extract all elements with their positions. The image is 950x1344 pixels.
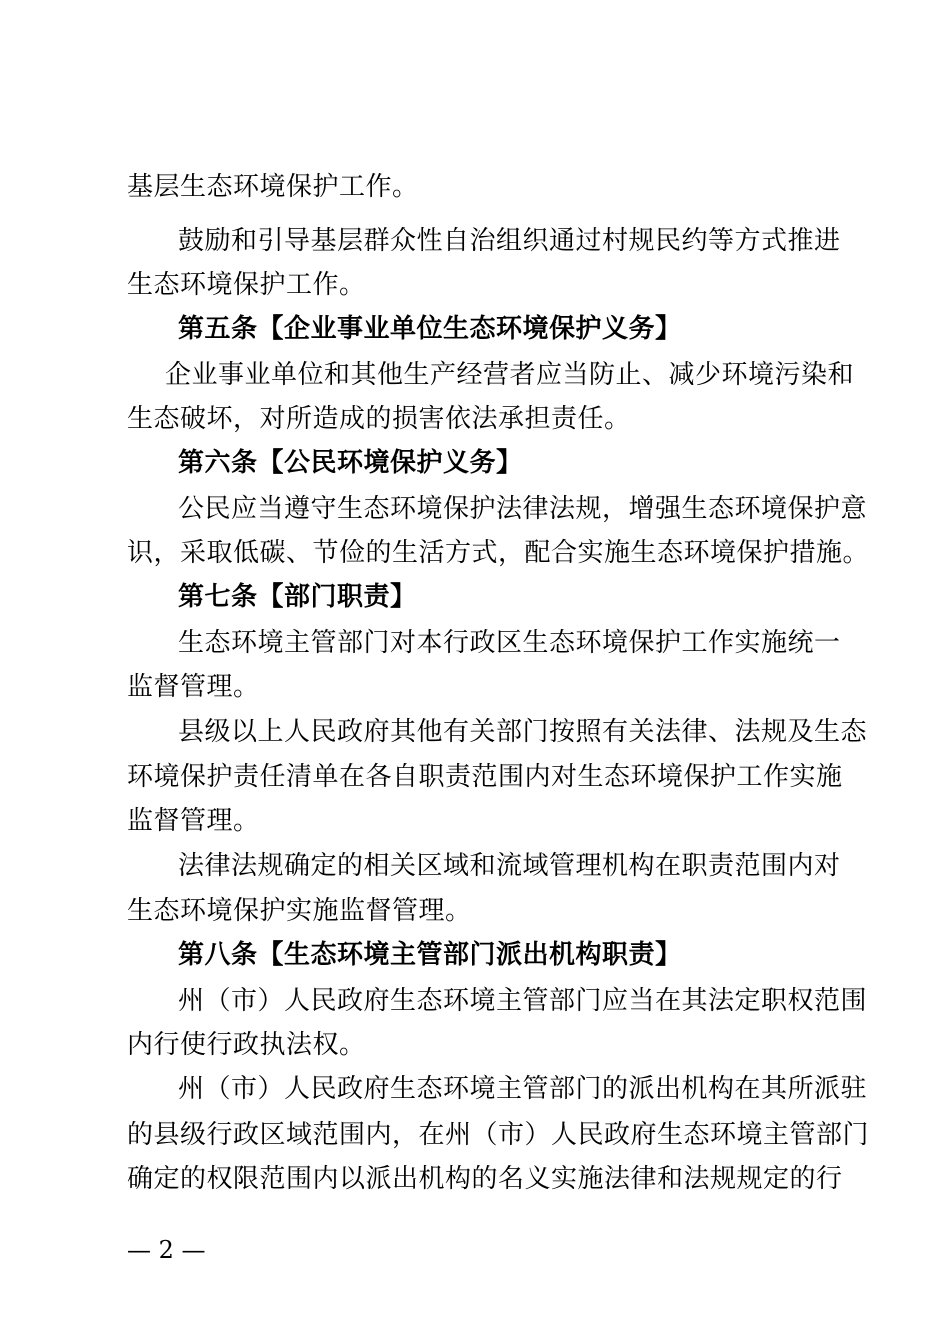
text-line: 的县级行政区域范围内，在州（市）人民政府生态环境主管部门 bbox=[127, 1120, 870, 1150]
text-line: 公民应当遵守生态环境保护法律法规，增强生态环境保护意 bbox=[178, 494, 868, 524]
article-heading: 第八条【生态环境主管部门派出机构职责】 bbox=[178, 940, 682, 970]
text-line: 生态环境保护工作。 bbox=[127, 270, 366, 300]
text-line: 生态环境保护实施监督管理。 bbox=[127, 896, 472, 926]
text-line: 州（市）人民政府生态环境主管部门的派出机构在其所派驻 bbox=[178, 1074, 868, 1104]
article-heading: 第六条【公民环境保护义务】 bbox=[178, 448, 523, 478]
article-heading: 第五条【企业事业单位生态环境保护义务】 bbox=[178, 314, 682, 344]
text-line: 基层生态环境保护工作。 bbox=[127, 172, 419, 202]
text-line: 确定的权限范围内以派出机构的名义实施法律和法规规定的行 bbox=[127, 1164, 843, 1194]
text-line: 法律法规确定的相关区域和流域管理机构在职责范围内对 bbox=[178, 851, 841, 881]
text-line: 鼓励和引导基层群众性自治组织通过村规民约等方式推进 bbox=[178, 226, 841, 256]
text-line: 内行使行政执法权。 bbox=[127, 1030, 366, 1060]
text-line: 监督管理。 bbox=[127, 806, 260, 836]
text-line: 环境保护责任清单在各自职责范围内对生态环境保护工作实施 bbox=[127, 762, 843, 792]
text-line: 识，采取低碳、节俭的生活方式，配合实施生态环境保护措施。 bbox=[127, 538, 870, 568]
text-line: 生态破坏，对所造成的损害依法承担责任。 bbox=[127, 404, 631, 434]
text-line: 监督管理。 bbox=[127, 672, 260, 702]
text-line: 生态环境主管部门对本行政区生态环境保护工作实施统一 bbox=[178, 628, 841, 658]
page-number: — 2 — bbox=[127, 1236, 206, 1264]
article-heading: 第七条【部门职责】 bbox=[178, 582, 417, 612]
text-line: 县级以上人民政府其他有关部门按照有关法律、法规及生态 bbox=[178, 717, 868, 747]
text-line: 州（市）人民政府生态环境主管部门应当在其法定职权范围 bbox=[178, 986, 868, 1016]
text-line: 企业事业单位和其他生产经营者应当防止、减少环境污染和 bbox=[165, 360, 855, 390]
